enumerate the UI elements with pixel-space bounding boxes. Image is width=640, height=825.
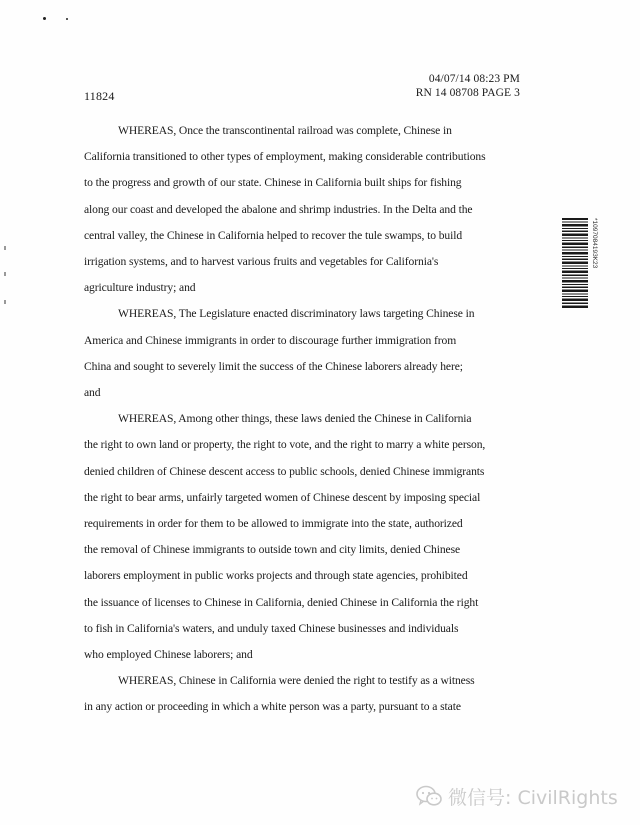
resolution-text — [84, 118, 530, 721]
text-line: to fish in California's waters, and unduly taxed Chinese businesses and individuals — [84, 621, 459, 635]
whereas-paragraph — [84, 668, 530, 720]
scan-edge-mark — [4, 246, 6, 250]
wechat-icon — [416, 785, 442, 807]
text-line: California transitioned to other types of employment, making considerable contributions — [84, 150, 486, 164]
text-line: and — [84, 386, 101, 400]
bill-number: 11824 — [84, 89, 115, 103]
text-line: requirements in order for them to be allowed to immigrate into the state, authorized — [84, 517, 463, 531]
header-date-time: 04/07/14 08:23 PM — [428, 73, 520, 85]
text-line: agriculture industry; and — [84, 281, 196, 295]
barcode-graphic — [562, 218, 588, 308]
text-line: along our coast and developed the abalone and shrimp industries. In the Delta and the — [84, 202, 473, 216]
text-line: the issuance of licenses to Chinese in California, denied Chinese in California the right — [84, 595, 479, 609]
text-line: the right to own land or property, the right to vote, and the right to marry a white person, — [84, 438, 486, 452]
scan-edge-mark — [4, 300, 6, 304]
text-line: China and sought to severely limit the success of the Chinese laborers already here; — [84, 359, 463, 373]
watermark-text: 微信号: CivilRights — [448, 786, 618, 809]
text-line: WHEREAS, Chinese in California were denied the right to testify as a witness — [118, 674, 475, 688]
barcode-number: *1097084193K23 — [591, 218, 598, 269]
text-line: laborers employment in public works projects and through state agencies, prohibited — [84, 569, 468, 583]
whereas-paragraph — [84, 118, 530, 301]
text-line: who employed Chinese laborers; and — [84, 648, 253, 662]
whereas-paragraph — [84, 406, 530, 668]
text-line: denied children of Chinese descent access to public schools, denied Chinese immigrants — [84, 464, 485, 478]
text-line: irrigation systems, and to harvest various fruits and vegetables for California's — [84, 255, 439, 269]
wechat-watermark — [416, 783, 618, 809]
text-line: WHEREAS, The Legislature enacted discriminatory laws targeting Chinese in — [118, 307, 475, 321]
text-line: WHEREAS, Among other things, these laws denied the Chinese in California — [118, 412, 472, 426]
page-header-info — [400, 72, 520, 100]
scan-speck — [66, 18, 68, 20]
text-line: the removal of Chinese immigrants to outside town and city limits, denied Chinese — [84, 543, 461, 557]
whereas-paragraph — [84, 301, 530, 406]
text-line: America and Chinese immigrants in order to discourage further immigration from — [84, 333, 457, 347]
text-line: WHEREAS, Once the transcontinental railroad was complete, Chinese in — [118, 124, 452, 137]
scan-speck — [43, 17, 46, 20]
text-line: central valley, the Chinese in California helped to recover the tule swamps, to build — [84, 228, 463, 242]
scan-edge-mark — [4, 272, 6, 276]
text-line: in any action or proceeding in which a white person was a party, pursuant to a state — [84, 700, 461, 714]
text-line: the right to bear arms, unfairly targeted women of Chinese descent by imposing special — [84, 490, 481, 504]
header-reference: RN 14 08708 PAGE 3 — [415, 87, 520, 99]
text-line: to the progress and growth of our state. Chinese in California built ships for fishing — [84, 176, 462, 190]
